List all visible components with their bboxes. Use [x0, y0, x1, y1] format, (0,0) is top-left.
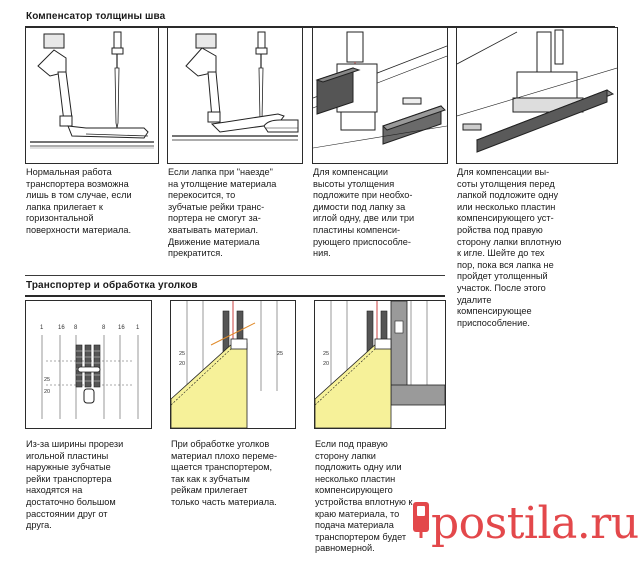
- plate-mark-side-20-d: 20: [323, 361, 330, 367]
- illustration-plates-behind: [312, 27, 448, 164]
- illustration-normal-foot: [25, 27, 159, 164]
- watermark-text: postila.ru: [431, 498, 639, 549]
- postila-logo-icon: [410, 500, 432, 540]
- plate-mark-16-right: 16: [118, 325, 125, 331]
- presser-foot-flat-drawing: [26, 28, 158, 163]
- caption-plates-front: Для компенсации вы- соты утолщения перед лапкой подложите одну или несколько пластин компенсирующего уст- ройства под правую сторону лапки вплотную к игле. Шейте до тех пор, пока вся лапка не пройдет утолщенный участок. После этого удалите компенсирующее приспособление.: [457, 167, 562, 328]
- plate-mark-1: 1: [40, 325, 44, 331]
- plate-mark-8: 8: [74, 325, 78, 331]
- caption-needle-plate: Из-за ширины прорези игольной пластины наружные зубчатые рейки транспортера находятся на достаточно большом расстоянии друг от друга.: [26, 439, 124, 531]
- needle-plate-drawing: [26, 301, 151, 428]
- corner-with-plates-drawing: [315, 301, 445, 428]
- caption-plates-behind: Для компенсации высоты утолщения подложите при необхо- димости под лапку за иглой одну, две или три пластины компенси- рующего приспособле- ния.: [313, 167, 415, 259]
- caption-corner-poor-feed: При обработке уголков материал плохо переме- щается транспортером, так как к зубчатым рейкам прилегает только часть материала.: [171, 439, 278, 507]
- plate-mark-side-25: 25: [44, 377, 51, 383]
- plate-mark-side-20: 20: [44, 389, 51, 395]
- plate-mark-side-25-b: 25: [179, 351, 186, 357]
- caption-corner-with-plates: Если под правую сторону лапки подложить одну или несколько пластин компенсирующего устройства вплотную к краю материала, то подача материала транспортером будет равномерной.: [315, 439, 413, 554]
- section-rule-bottom: [25, 295, 445, 297]
- plate-mark-side-20-b: 20: [179, 361, 186, 367]
- caption-normal-feed: Нормальная работа транспортера возможна лишь в том случае, если лапка прилегает к горизонтальной поверхности материала.: [26, 167, 132, 235]
- compensation-plates-behind-drawing: [313, 28, 447, 163]
- plate-mark-1-right: 1: [136, 325, 140, 331]
- illustration-plates-front: [456, 27, 618, 164]
- section-title-seam-compensator: Компенсатор толщины шва: [26, 11, 166, 22]
- section-title-feed-corners: Транспортер и обработка уголков: [26, 280, 198, 291]
- caption-tilted-foot: Если лапка при "наезде" на утолщение материала перекосится, то зубчатые рейки транс- портера не смогут за- хватывать материал. Движение материала прекратится.: [168, 167, 277, 259]
- illustration-corner-poor-feed: [170, 300, 296, 429]
- plate-mark-16: 16: [58, 325, 65, 331]
- presser-foot-tilted-drawing: [168, 28, 302, 163]
- illustration-needle-plate: [25, 300, 152, 429]
- plate-mark-side-25-c: 25: [277, 351, 284, 357]
- corner-poor-feed-drawing: [171, 301, 295, 428]
- plate-mark-8-right: 8: [102, 325, 106, 331]
- section-separator: [25, 275, 445, 276]
- illustration-tilted-foot: [167, 27, 303, 164]
- compensation-plates-front-drawing: [457, 28, 617, 163]
- plate-mark-side-25-d: 25: [323, 351, 330, 357]
- illustration-corner-with-plates: [314, 300, 446, 429]
